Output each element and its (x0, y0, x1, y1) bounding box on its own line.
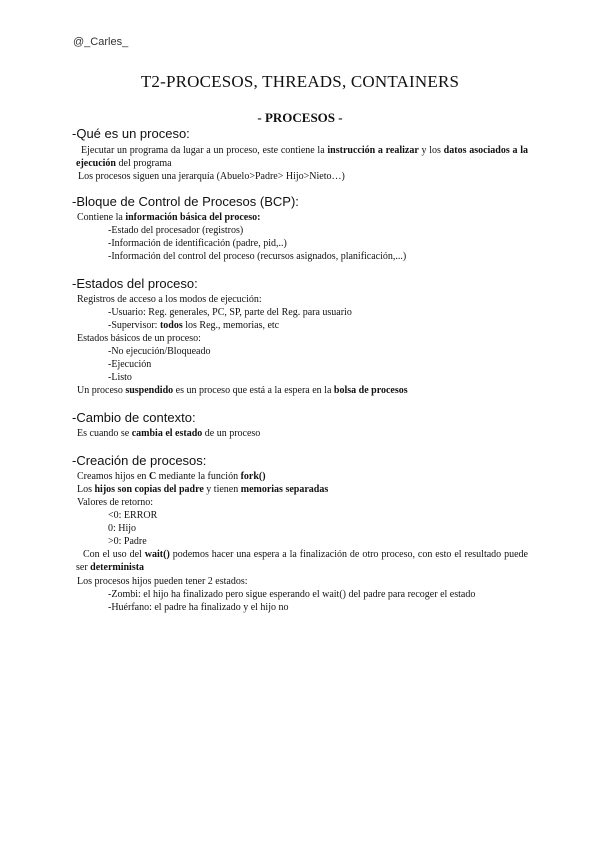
list-item: -No ejecución/Bloqueado (108, 346, 211, 357)
child-states-intro: Los procesos hijos pueden tener 2 estados: (77, 576, 248, 587)
paragraph-hierarchy: Los procesos siguen una jerarquía (Abuelo>Padre> Hijo>Nieto…) (78, 171, 345, 182)
return-values-label: Valores de retorno: (77, 497, 154, 508)
section-subtitle: - PROCESOS - (257, 110, 343, 125)
list-item: -Información de identificación (padre, pid,..) (108, 238, 287, 249)
list-item: >0: Padre (108, 536, 147, 547)
list-item: -Zombi: el hijo ha finalizado pero sigue esperando el wait() del padre para recoger el estado (108, 589, 476, 600)
paragraph-definition: Ejecutar un programa da lugar a un proceso, este contiene la instrucción a realizar y los datos asociados a la ejecución del programa (76, 145, 529, 169)
list-item: -Huérfano: el padre ha finalizado y el hijo no (108, 602, 289, 613)
list-item: -Estado del procesador (registros) (108, 225, 244, 236)
suspended-note: Un proceso suspendido es un proceso que está a la espera en la bolsa de procesos (77, 385, 408, 396)
fork-line: Creamos hijos en C mediante la función fork() (77, 471, 266, 482)
states-intro: Estados básicos de un proceso: (77, 333, 201, 344)
heading-estados: -Estados del proceso: (72, 276, 198, 291)
heading-bcp: -Bloque de Control de Procesos (BCP): (72, 194, 299, 209)
wait-paragraph: Con el uso del wait() podemos hacer una espera a la finalización de otro proceso, con esto el resultado puede ser determinista (76, 549, 528, 573)
list-item: -Supervisor: todos los Reg., memorias, etc (108, 320, 280, 331)
list-item: -Listo (108, 372, 132, 383)
list-item: <0: ERROR (108, 510, 158, 521)
bcp-intro: Contiene la información básica del proceso: (77, 212, 261, 223)
author-handle: @_Carles_ (73, 36, 129, 48)
document-title: T2-PROCESOS, THREADS, CONTAINERS (140, 72, 460, 91)
list-item: 0: Hijo (108, 523, 137, 534)
list-item: -Usuario: Reg. generales, PC, SP, parte del Reg. para usuario (108, 307, 352, 318)
list-item: -Información del control del proceso (recursos asignados, planificación,...) (108, 251, 407, 262)
heading-que-es-un-proceso: -Qué es un proceso: (72, 126, 190, 141)
context-switch-def: Es cuando se cambia el estado de un proceso (77, 428, 261, 439)
children-copy-line: Los hijos son copias del padre y tienen memorias separadas (77, 484, 329, 495)
modes-intro: Registros de acceso a los modos de ejecución: (77, 294, 262, 305)
heading-cambio-contexto: -Cambio de contexto: (72, 410, 196, 425)
heading-creacion: -Creación de procesos: (72, 453, 207, 468)
list-item: -Ejecución (108, 359, 152, 370)
